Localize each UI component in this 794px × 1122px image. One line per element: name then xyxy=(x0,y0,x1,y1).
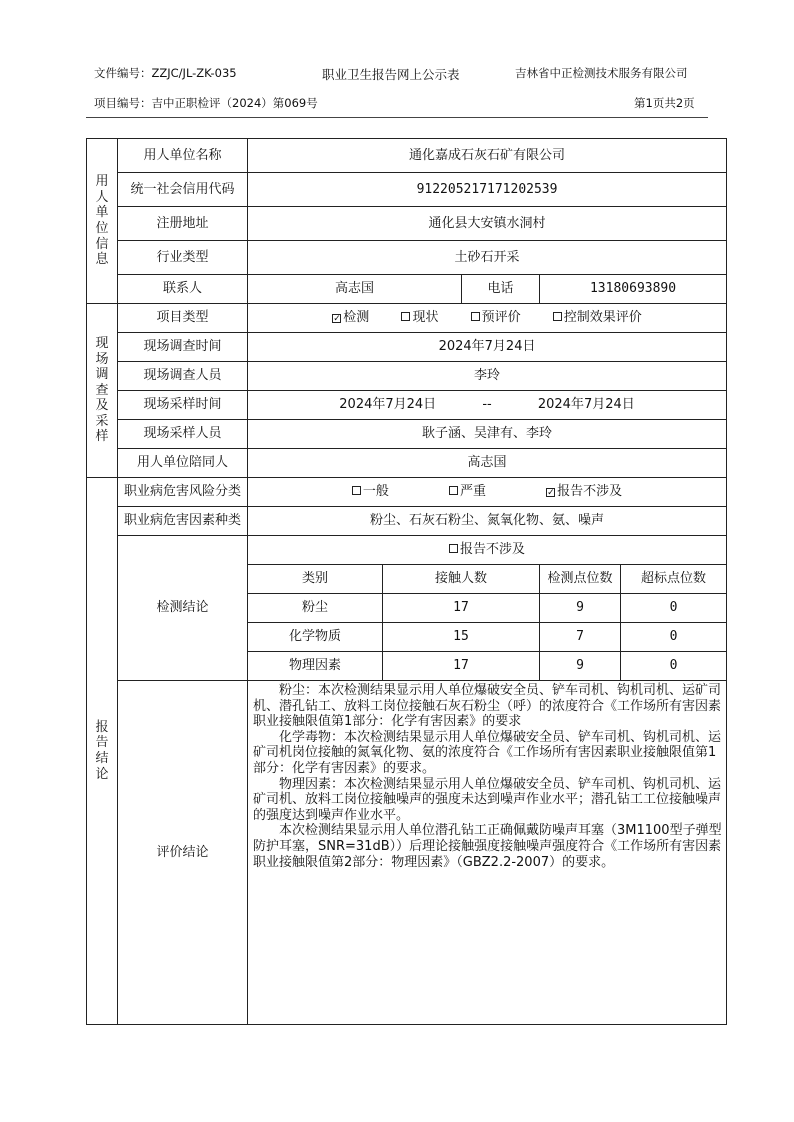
sample-end: 2024年7月24日 xyxy=(537,397,635,413)
option-status[interactable]: 现状 xyxy=(401,310,438,326)
option-detection[interactable]: ✓ 检测 xyxy=(333,310,370,326)
eval-paragraph-physical: 物理因素：本次检测结果显示用人单位爆破安全员、铲车司机、钩机司机、运矿司机、放料工岗位接触噪声的强度未达到噪声作业水平；潜孔钻工工位接触噪声的强度达到噪声作业水平。 xyxy=(253,776,722,823)
checkbox-icon[interactable] xyxy=(449,486,458,495)
header-divider xyxy=(86,117,708,118)
checkbox-icon[interactable] xyxy=(471,312,480,321)
project-type-options xyxy=(248,304,727,333)
page-indicator: 第1页共2页 xyxy=(634,96,695,110)
value-sample-time xyxy=(248,391,727,420)
company-name: 吉林省中正检测技术服务有限公司 xyxy=(515,66,688,80)
value-sample-staff: 耿子涵、吴津有、李玲 xyxy=(248,420,727,449)
label-industry: 行业类型 xyxy=(118,241,248,275)
detect-cell-exceed: 0 xyxy=(621,652,727,681)
value-hazard-factors: 粉尘、石灰石粉尘、氮氧化物、氨、噪声 xyxy=(248,507,727,536)
label-sample-staff: 现场采样人员 xyxy=(118,420,248,449)
option-not-involved[interactable]: ✓ 报告不涉及 xyxy=(547,484,623,500)
sample-separator: -- xyxy=(482,397,492,413)
section-survey: 现 场 调 查 及 采 样 xyxy=(87,304,118,478)
label-credit-code: 统一社会信用代码 xyxy=(118,173,248,207)
value-survey-staff: 李玲 xyxy=(248,362,727,391)
detect-cell-points: 9 xyxy=(540,652,621,681)
option-control-evaluation[interactable]: 控制效果评价 xyxy=(553,310,642,326)
label-survey-staff: 现场调查人员 xyxy=(118,362,248,391)
label-risk-class: 职业病危害风险分类 xyxy=(118,478,248,507)
label-phone: 电话 xyxy=(462,275,540,304)
option-detect-not-involved[interactable]: 报告不涉及 xyxy=(449,542,525,557)
evaluation-text xyxy=(248,681,727,1025)
option-general[interactable]: 一般 xyxy=(352,484,389,500)
detect-cell-points: 9 xyxy=(540,594,621,623)
report-table xyxy=(86,138,727,1025)
section-report: 报 告 结 论 xyxy=(87,478,118,1025)
file-number: 文件编号：ZZJC/JL-ZK-035 xyxy=(94,66,237,80)
checkbox-icon[interactable] xyxy=(352,486,361,495)
detect-cell-exposed: 17 xyxy=(383,594,540,623)
value-credit-code: 912205217171202539 xyxy=(248,173,727,207)
detect-cell-category: 粉尘 xyxy=(248,594,383,623)
value-escort: 高志国 xyxy=(248,449,727,478)
detect-cell-exceed: 0 xyxy=(621,623,727,652)
label-unit-name: 用人单位名称 xyxy=(118,139,248,173)
checkbox-icon[interactable] xyxy=(401,312,410,321)
label-contact: 联系人 xyxy=(118,275,248,304)
value-survey-time: 2024年7月24日 xyxy=(248,333,727,362)
detect-cell-points: 7 xyxy=(540,623,621,652)
detect-cell-exposed: 17 xyxy=(383,652,540,681)
document-title: 职业卫生报告网上公示表 xyxy=(322,67,460,82)
value-unit-name: 通化嘉成石灰石矿有限公司 xyxy=(248,139,727,173)
label-sample-time: 现场采样时间 xyxy=(118,391,248,420)
detect-cell-exposed: 15 xyxy=(383,623,540,652)
project-number: 项目编号：吉中正职检评（2024）第069号 xyxy=(94,96,318,110)
detect-header-exceed: 超标点位数 xyxy=(621,565,727,594)
label-escort: 用人单位陪同人 xyxy=(118,449,248,478)
label-hazard-factors: 职业病危害因素种类 xyxy=(118,507,248,536)
value-phone: 13180693890 xyxy=(540,275,727,304)
eval-paragraph-earplug: 本次检测结果显示用人单位潜孔钻工正确佩戴防噪声耳塞（3M1100型子弹型防护耳塞，SNR=31dB））后理论接触强度接触噪声强度符合《工作场所有害因素职业接触限值第2部分：物理因素》（GBZ2.2-2007）的要求。 xyxy=(253,823,722,870)
checkbox-checked-icon[interactable]: ✓ xyxy=(547,488,555,499)
detect-cell-category: 化学物质 xyxy=(248,623,383,652)
detect-cell-exceed: 0 xyxy=(621,594,727,623)
checkbox-icon[interactable] xyxy=(553,312,562,321)
detect-header-exposed: 接触人数 xyxy=(383,565,540,594)
value-industry: 土砂石开采 xyxy=(248,241,727,275)
checkbox-checked-icon[interactable]: ✓ xyxy=(333,314,341,325)
label-survey-time: 现场调查时间 xyxy=(118,333,248,362)
label-evaluation-conclusion: 评价结论 xyxy=(118,681,248,1025)
label-detection-conclusion: 检测结论 xyxy=(118,536,248,681)
eval-paragraph-chemical: 化学毒物：本次检测结果显示用人单位爆破安全员、铲车司机、钩机司机、运矿司机岗位接触的氮氧化物、氨的浓度符合《工作场所有害因素职业接触限值第1部分：化学有害因素》的要求。 xyxy=(253,729,722,776)
section-unit-info: 用 人 单 位 信 息 xyxy=(87,139,118,304)
eval-paragraph-dust: 粉尘：本次检测结果显示用人单位爆破安全员、铲车司机、钩机司机、运矿司机、潜孔钻工、放料工岗位接触石灰石粉尘（呼）的浓度符合《工作场所有害因素职业接触限值第1部分：化学有害因素》的要求 xyxy=(253,683,722,730)
option-pre-evaluation[interactable]: 预评价 xyxy=(471,310,521,326)
detect-header-points: 检测点位数 xyxy=(540,565,621,594)
label-address: 注册地址 xyxy=(118,207,248,241)
risk-options xyxy=(248,478,727,507)
checkbox-icon[interactable] xyxy=(449,544,458,553)
sample-start: 2024年7月24日 xyxy=(339,397,437,413)
value-address: 通化县大安镇水洞村 xyxy=(248,207,727,241)
detect-cell-category: 物理因素 xyxy=(248,652,383,681)
detect-header-category: 类别 xyxy=(248,565,383,594)
label-project-type: 项目类型 xyxy=(118,304,248,333)
detection-not-involved xyxy=(248,536,727,565)
option-severe[interactable]: 严重 xyxy=(449,484,486,500)
value-contact: 高志国 xyxy=(248,275,462,304)
